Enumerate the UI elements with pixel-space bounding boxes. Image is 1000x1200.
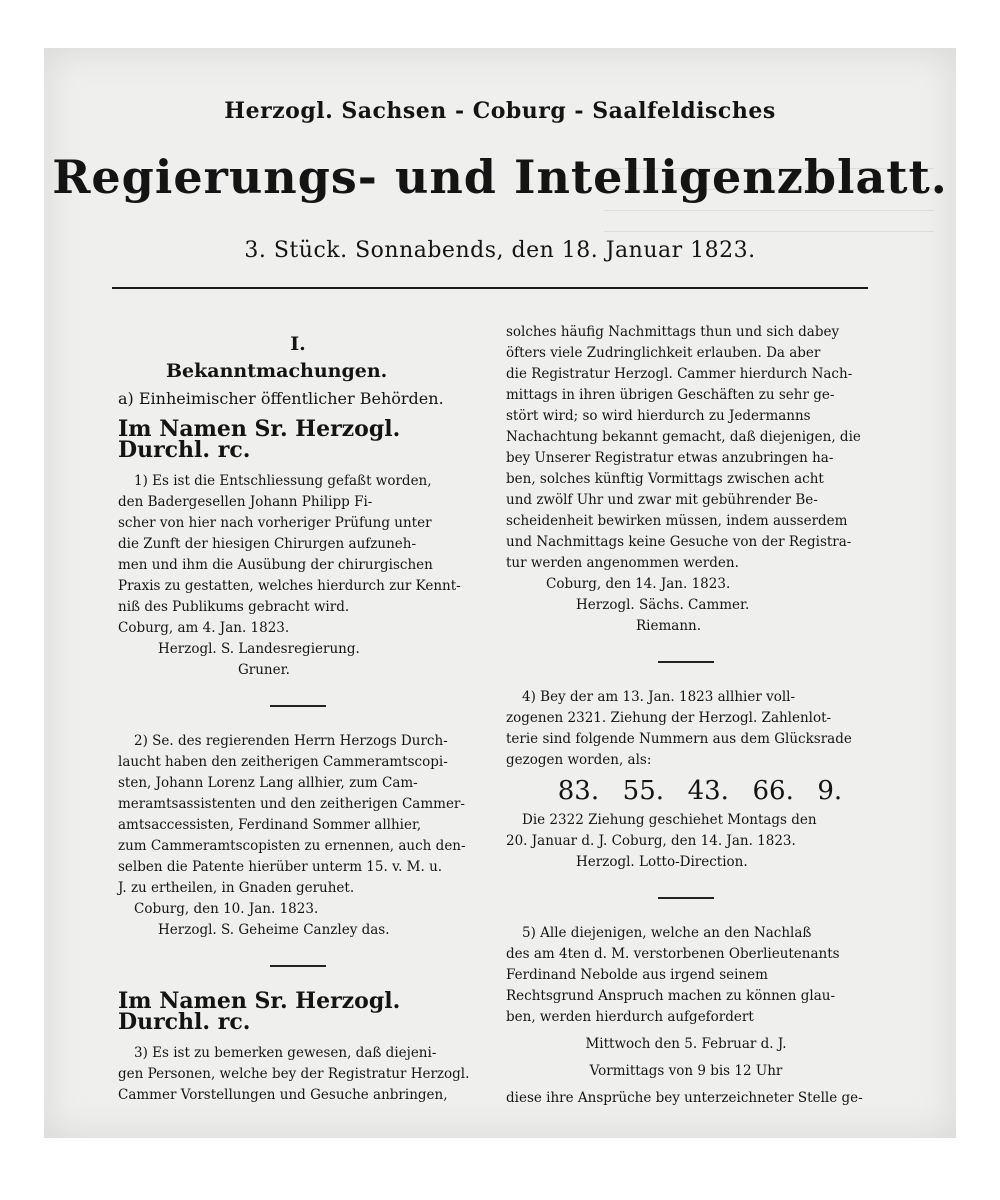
time-line: Vormittags von 9 bis 12 Uhr xyxy=(589,1063,783,1079)
text-line: meramtsassistenten und den zeitherigen Cammer- xyxy=(118,796,465,812)
section-heading: Bekanntmachungen. xyxy=(166,360,388,382)
separator xyxy=(658,661,714,663)
im-namen-heading: Im Namen Sr. Herzogl. Durchl. rc. xyxy=(118,988,401,1035)
left-column xyxy=(118,322,478,1106)
place-date: Coburg, am 4. Jan. 1823. xyxy=(118,620,290,636)
masthead-title: Regierungs- und Intelligenzblatt. xyxy=(52,150,948,204)
authority: Herzogl. S. Geheime Canzley das. xyxy=(158,922,390,938)
text-line: stört wird; so wird hierdurch zu Jedermanns xyxy=(506,408,811,424)
text-line: scher von hier nach vorheriger Prüfung unter xyxy=(118,515,432,531)
text-line: gezogen worden, als: xyxy=(506,752,652,768)
text-line: Praxis zu gestatten, welches hierdurch zur Kennt- xyxy=(118,578,461,594)
text-line: Die 2322 Ziehung geschiehet Montags den xyxy=(522,812,817,828)
subsection-heading: a) Einheimischer öffentlicher Behörden. xyxy=(118,389,444,408)
text-line: die Zunft der hiesigen Chirurgen aufzuneh- xyxy=(118,536,417,552)
date-line: Mittwoch den 5. Februar d. J. xyxy=(585,1036,787,1052)
place-date: Coburg, den 14. Jan. 1823. xyxy=(546,576,731,592)
text-line: mittags in ihren übrigen Geschäften zu sehr ge- xyxy=(506,387,835,403)
text-line: 5) Alle diejenigen, welche an den Nachlaß xyxy=(522,925,812,941)
lottery-numbers xyxy=(546,776,854,806)
text-line: men und ihm die Ausübung der chirurgischen xyxy=(118,557,433,573)
text-line: tur werden angenommen werden. xyxy=(506,555,739,571)
issue-line: 3. Stück. Sonnabends, den 18. Januar 1823. xyxy=(244,238,756,263)
text-line: des am 4ten d. M. verstorbenen Oberlieutenants xyxy=(506,946,840,962)
separator xyxy=(270,965,326,967)
separator xyxy=(270,705,326,707)
lottery-number: 9. xyxy=(817,776,843,806)
text-line: Cammer Vorstellungen und Gesuche anbringen, xyxy=(118,1087,448,1103)
text-line: 20. Januar d. J. Coburg, den 14. Jan. 1823. xyxy=(506,833,796,849)
right-column xyxy=(506,322,866,1109)
notice-2 xyxy=(118,731,478,941)
lottery-number: 43. xyxy=(687,776,729,806)
text-line: öfters viele Zudringlichkeit erlauben. Da aber xyxy=(506,345,821,361)
separator xyxy=(658,897,714,899)
signer: Gruner. xyxy=(238,662,290,678)
authority: Herzogl. Sächs. Cammer. xyxy=(576,597,750,613)
lottery-number: 55. xyxy=(622,776,665,806)
text-line: amtsaccessisten, Ferdinand Sommer allhier, xyxy=(118,817,422,833)
notice-4 xyxy=(506,687,866,873)
notice-3 xyxy=(118,1043,478,1106)
notice-3-continued xyxy=(506,322,866,637)
text-line: gen Personen, welche bey der Registratur Herzogl. xyxy=(118,1066,470,1082)
text-line: scheidenheit bewirken müssen, indem ausserdem xyxy=(506,513,848,529)
authority: Herzogl. S. Landesregierung. xyxy=(158,641,360,657)
lottery-number: 83. xyxy=(557,776,600,806)
text-line: und Nachmittags keine Gesuche von der Registra- xyxy=(506,534,852,550)
text-line: Rechtsgrund Anspruch machen zu können glau- xyxy=(506,988,836,1004)
lottery-number: 66. xyxy=(752,776,794,806)
masthead-subtitle: Herzogl. Sachsen - Coburg - Saalfeldisches xyxy=(224,98,776,124)
text-line: 1) Es ist die Entschliessung gefaßt worden, xyxy=(134,473,432,489)
notice-5 xyxy=(506,923,866,1109)
text-line: selben die Patente hierüber unterm 15. v. M. u. xyxy=(118,859,443,875)
text-line: den Badergesellen Johann Philipp Fi- xyxy=(118,494,373,510)
text-line: terie sind folgende Nummern aus dem Glücksrade xyxy=(506,731,852,747)
text-line: solches häufig Nachmittags thun und sich dabey xyxy=(506,324,840,340)
text-line: zogenen 2321. Ziehung der Herzogl. Zahlenlot- xyxy=(506,710,832,726)
text-line: 3) Es ist zu bemerken gewesen, daß diejeni- xyxy=(134,1045,437,1061)
text-line: Nachachtung bekannt gemacht, daß diejenigen, die xyxy=(506,429,861,445)
text-line: bey Unserer Registratur etwas anzubringen ha- xyxy=(506,450,834,466)
text-line: laucht haben den zeitherigen Cammeramtscopi- xyxy=(118,754,448,770)
text-line: ben, werden hierdurch aufgefordert xyxy=(506,1009,754,1025)
text-line: sten, Johann Lorenz Lang allhier, zum Cam- xyxy=(118,775,418,791)
text-line: ben, solches künftig Vormittags zwischen acht xyxy=(506,471,824,487)
text-line: und zwölf Uhr und zwar mit gebührender Be- xyxy=(506,492,818,508)
authority: Herzogl. Lotto-Direction. xyxy=(576,854,748,870)
section-number: I. xyxy=(290,333,306,355)
masthead-rule xyxy=(112,287,868,289)
text-line: 4) Bey der am 13. Jan. 1823 allhier voll- xyxy=(522,689,796,705)
text-line: diese ihre Ansprüche bey unterzeichneter Stelle ge- xyxy=(506,1090,863,1106)
text-line: niß des Publikums gebracht wird. xyxy=(118,599,350,615)
notice-1 xyxy=(118,471,478,681)
text-line: Ferdinand Nebolde aus irgend seinem xyxy=(506,967,768,983)
text-line: die Registratur Herzogl. Cammer hierdurch Nach- xyxy=(506,366,853,382)
place-date: Coburg, den 10. Jan. 1823. xyxy=(134,901,319,917)
text-line: zum Cammeramtscopisten zu ernennen, auch den- xyxy=(118,838,466,854)
signer: Riemann. xyxy=(636,618,702,634)
text-line: J. zu ertheilen, in Gnaden geruhet. xyxy=(118,880,355,896)
im-namen-heading: Im Namen Sr. Herzogl. Durchl. rc. xyxy=(118,416,401,463)
text-line: 2) Se. des regierenden Herrn Herzogs Durch- xyxy=(134,733,448,749)
